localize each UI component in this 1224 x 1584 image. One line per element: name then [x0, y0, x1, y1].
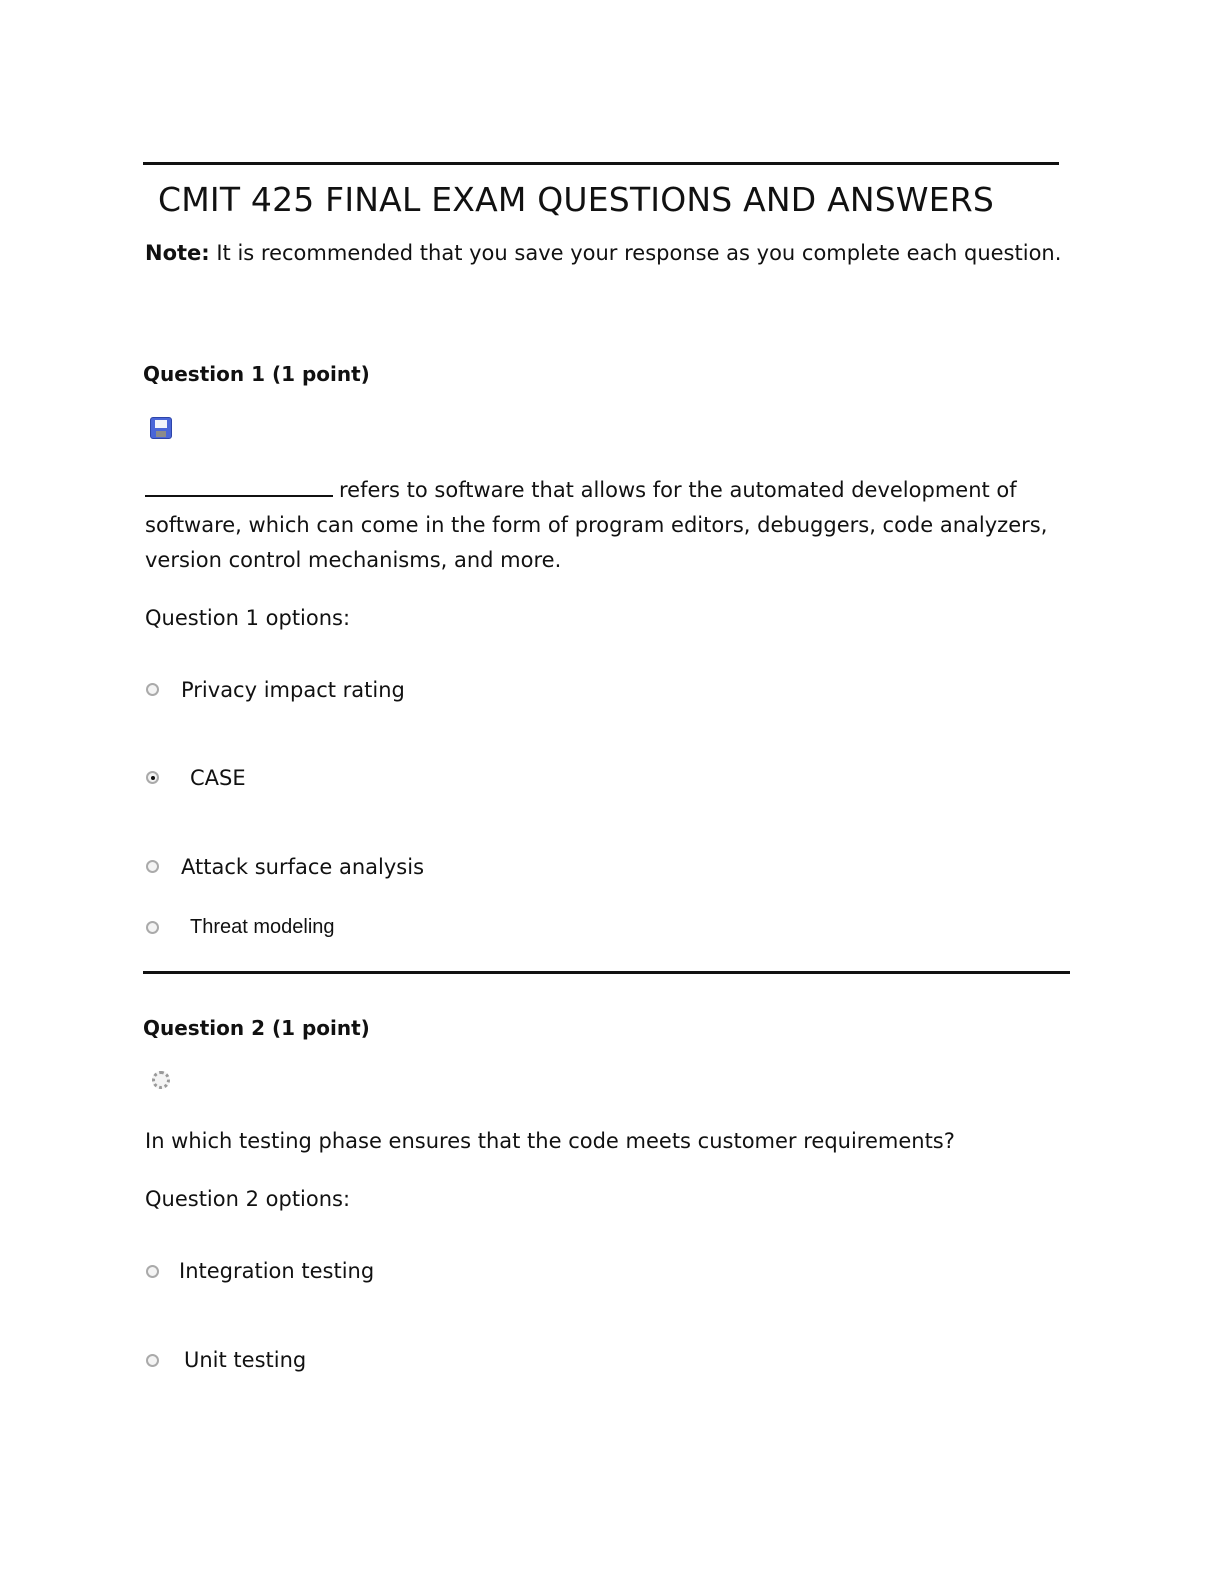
- question-1-options-label: Question 1 options:: [145, 606, 351, 630]
- option-label: Integration testing: [179, 1259, 375, 1283]
- radio-option-4[interactable]: [146, 921, 159, 934]
- option-label: Unit testing: [184, 1348, 307, 1372]
- answer-blank: [145, 477, 333, 497]
- option-label: Threat modeling: [190, 916, 335, 938]
- page-title: CMIT 425 FINAL EXAM QUESTIONS AND ANSWERS: [158, 180, 995, 219]
- radio-option-2-selected[interactable]: [146, 771, 159, 784]
- question-1-text: [145, 473, 1065, 578]
- radio-option-2[interactable]: [146, 1354, 159, 1367]
- option-label: Attack surface analysis: [181, 855, 425, 879]
- radio-option-1[interactable]: [146, 683, 159, 696]
- question-1-heading: Question 1 (1 point): [143, 362, 370, 386]
- question-divider: [143, 971, 1070, 974]
- question-2-text: In which testing phase ensures that the code meets customer requirements?: [145, 1129, 955, 1153]
- note-text: It is recommended that you save your response as you complete each question.: [209, 241, 1062, 265]
- radio-option-1[interactable]: [146, 1265, 159, 1278]
- option-label: CASE: [190, 766, 246, 790]
- question-1-text-content: refers to software that allows for the automated development of software, which can come in the form of program editors, debuggers, code analyzers, version control mechanisms, and more.: [145, 478, 1048, 572]
- option-label: Privacy impact rating: [181, 678, 405, 702]
- loading-icon: [152, 1071, 170, 1089]
- question-2-heading: Question 2 (1 point): [143, 1016, 370, 1040]
- note: [145, 241, 1061, 265]
- radio-option-3[interactable]: [146, 860, 159, 873]
- note-label: Note:: [145, 241, 210, 265]
- top-divider: [143, 162, 1059, 165]
- save-icon[interactable]: [150, 417, 172, 439]
- question-2-options-label: Question 2 options:: [145, 1187, 351, 1211]
